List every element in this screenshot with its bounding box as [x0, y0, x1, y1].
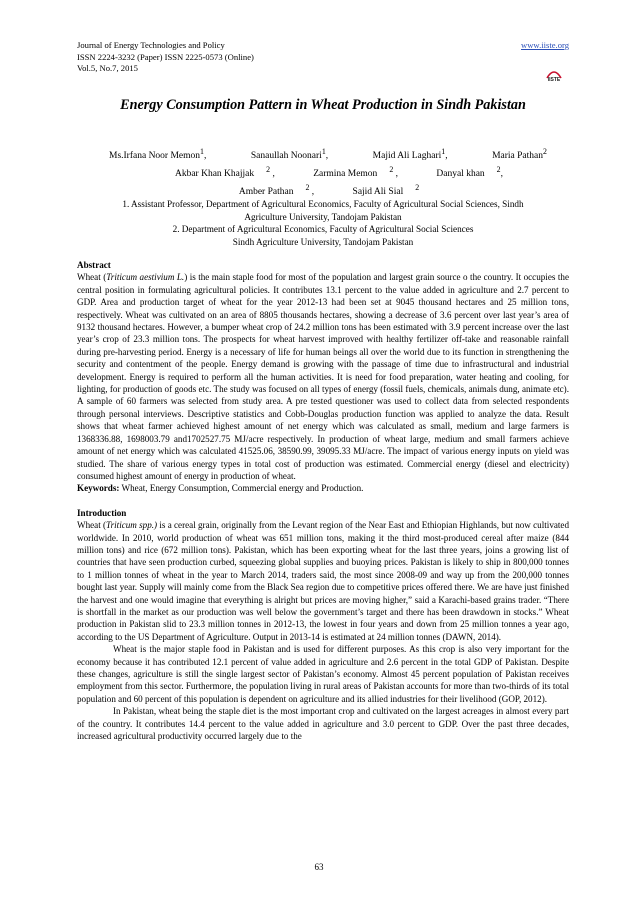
- iiste-logo: [545, 64, 563, 82]
- logo-text: IISTE: [547, 77, 561, 82]
- keywords: Keywords: Wheat, Energy Consumption, Commercial energy and Production.: [77, 483, 364, 494]
- author: Sanaullah Noonari$^1$,: [250, 147, 329, 162]
- intro-paragraph-2: Wheat is the major staple food in Pakistan and is used for different purposes. As this crop is also very important for the economy because it has contributed 12.1 percent of value added in agriculture and 2.6 percent in the total GDP of Pakistan. Despite these changes, agriculture is still the single largest sector of Pakistan’s economy. Almost 45 percent population of Pakistan receives employment from this sector. Furthermore, the population living in rural areas of Pakistan accounts for more than two-thirds of its total population and 60 percent of this population is dependent on agriculture and its allied industries for their livelihood (GOP, 2012).: [77, 644, 569, 704]
- author: Akbar Khan Khajjak $^2$ ,: [174, 165, 275, 180]
- paper-body: [77, 259, 569, 742]
- intro-paragraph-3: In Pakistan, wheat being the staple diet is the most important crop and cultivated on the largest acreages in almost every part of the country. It contributes 14.4 percent to the value added in agriculture and 3.0 percent to GDP. Over the past three decades, increased agricultural productivity occurred largely due to the: [77, 706, 569, 742]
- author: Maria Pathan$^2$: [492, 147, 547, 162]
- abstract-text: Wheat (Triticum aestivium L.) is the main staple food for most of the population and largest grain source o the country. It occupies the central position in formulating agricultural policies. It contributes 13.1 percent to the value added in agriculture and 2.7 percent to GDP. Area and production target of wheat for the year 2012-13 had been set at 9045 thousand hectares and 25 million tons, respectively. Wheat was cultivated on an area of 8805 thousands hectares, showing a decrease of 3.6 percent over last year’s area of 9132 thousand hectares. However, a bumper wheat crop of 24.2 million tons has been estimated with 3.9 percent increase over the last year’s crop of 23.3 million tons. The prospects for wheat harvest improved with healthy fertilizer off-take and reasonable rainfall during pre-harvesting period. Energy is a necessary of life for human beings all over the world due to its function in strengthening the security and contentment of the people. Energy demand is growing with the passage of time due to infrastructural and industrial development. Energy is required to perform all the human activities. It is need for food preparation, water heating and cooling, for lighting, for production of goods etc. The study was focused on all types of energy (fossil fuels, chemicals, animals dung, animate etc). A sample of 60 farmers was selected from study area. A pre tested questioner was used to collect data from selected respondents through personal interviews. Descriptive statistics and Cobb-Douglas production function was applied to analyze the data. Result shows that wheat farmer achieved highest amount of net energy which was calculated as small, medium and large farmers is 1368336.88, 1698003.79 and1702527.75 MJ/acre respectively. In production of wheat large, medium and small farmers achieve amount of net energy which was calculated 41525.06, 38590.99, 39095.33 MJ/acre. The impact of various energy inputs on yield was studied. The share of various energy types in total cost of production was estimated. Commercial energy (diesel and electricity) consumed highest amount of energy in production of wheat.: [77, 272, 569, 481]
- issn: ISSN 2224-3232 (Paper) ISSN 2225-0573 (Online): [77, 51, 254, 62]
- author: Zarmina Memon $^2$ ,: [313, 165, 399, 180]
- running-header: [77, 40, 569, 75]
- page-number: 63: [314, 862, 324, 872]
- affiliation-line: Sindh Agriculture University, Tandojam Pakistan: [232, 236, 414, 247]
- affiliations: [77, 198, 569, 248]
- paper-title: Energy Consumption Pattern in Wheat Production in Sindh Pakistan: [120, 97, 526, 113]
- affiliation-line: 1. Assistant Professor, Department of Agricultural Economics, Faculty of Agricultural Social Sciences, Sindh: [122, 199, 524, 209]
- author: Amber Pathan $^2$ ,: [238, 183, 315, 198]
- abstract-heading: Abstract: [77, 260, 111, 270]
- affiliation-line: 2. Department of Agricultural Economics, Faculty of Agricultural Social Sciences: [172, 224, 474, 234]
- volume: Vol.5, No.7, 2015: [77, 63, 138, 73]
- author: Majid Ali Laghari$^1$,: [372, 147, 448, 162]
- journal-url-link[interactable]: www.iiste.org: [521, 40, 569, 50]
- author-list: [77, 145, 569, 199]
- author: Sajid Ali Sial $^2$: [352, 183, 420, 198]
- journal-name: Journal of Energy Technologies and Policy: [77, 40, 225, 50]
- introduction-heading: Introduction: [77, 507, 127, 518]
- affiliation-line: Agriculture University, Tandojam Pakistan: [244, 211, 402, 222]
- author: Ms.Irfana Noor Memon$^1$,: [109, 147, 207, 162]
- author: Danyal khan $^2$,: [436, 165, 503, 180]
- intro-paragraph-1: Wheat (Triticum spp.) is a cereal grain, originally from the Levant region of the Near East and Ethiopian Highlands, but now cultivated worldwide. In 2010, world production of wheat was 651 million tons, making it the third most-produced cereal after maize (844 million tons) and rice (672 million tons). Pakistan, which has been exporting wheat for the last three years, joins a growing list of countries that have seen production curbed, squeezing global supplies and buoying prices. Pakistan is likely to ship in 800,000 tonnes to 1 million tonnes of wheat in the year to March 2014, traders said, the most since 2008-09 and way up from the 200,000 tonnes bought last year. Supply will mainly come from the Black Sea region due to competitive prices offered there. We are have just finished the harvest and one would imagine that everything is alright but prices are moving higher,” said a Karachi-based grains trader. “There is shortfall in the market as our production was well below the government’s target and there has been drawdown in stocks.” Wheat production in Pakistan slid to 23.3 million tonnes in 2012-13, the lowest in four years and down from 25 million tonnes a year ago, according to the US Department of Agriculture. Output in 2013-14 is estimated at 24 million tonnes (DAWN, 2014).: [77, 520, 570, 642]
